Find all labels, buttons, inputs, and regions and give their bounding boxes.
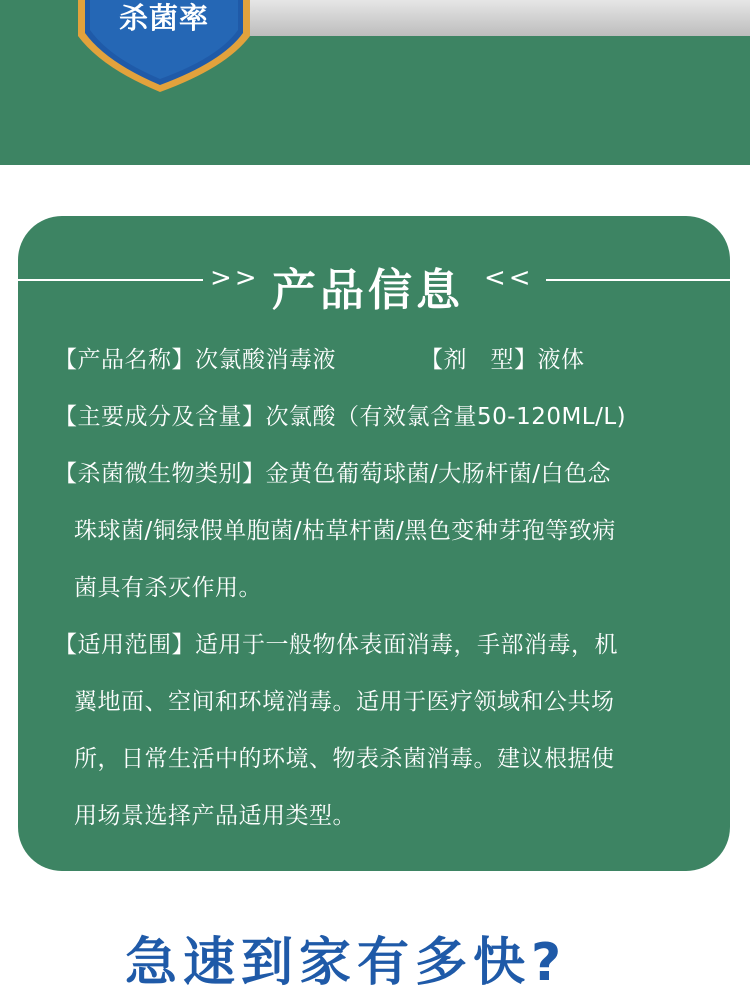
usage-line-2: 翼地面、空间和环境消毒。适用于医疗领域和公共场 bbox=[74, 689, 615, 715]
title-divider-right bbox=[546, 279, 730, 281]
product-info-header bbox=[0, 250, 750, 316]
product-info-title: 产品信息 bbox=[272, 265, 464, 316]
title-arrow-left: >> bbox=[210, 263, 260, 293]
dosage-form-line: 【剂 型】液体 bbox=[420, 347, 585, 373]
title-divider-left bbox=[18, 279, 203, 281]
sterilization-rate-badge bbox=[76, 0, 252, 96]
microbe-line-2: 珠球菌/铜绿假单胞菌/枯草杆菌/黑色变种芽孢等致病 bbox=[74, 518, 616, 544]
title-arrow-right: << bbox=[484, 263, 534, 293]
badge-text: 杀菌率 bbox=[118, 1, 209, 35]
delivery-speed-heading: 急速到家有多快? bbox=[125, 933, 568, 993]
usage-line-3: 所，日常生活中的环境、物表杀菌消毒。建议根据使 bbox=[74, 746, 615, 772]
grey-bar bbox=[200, 0, 750, 36]
product-name-line: 【产品名称】次氯酸消毒液 bbox=[54, 347, 336, 373]
usage-line-1: 【适用范围】适用于一般物体表面消毒，手部消毒，机 bbox=[54, 632, 618, 658]
ingredients-line: 【主要成分及含量】次氯酸（有效氯含量50-120ML/L) bbox=[54, 404, 627, 430]
microbe-line-1: 【杀菌微生物类别】金黄色葡萄球菌/大肠杆菌/白色念 bbox=[54, 461, 611, 487]
microbe-line-3: 菌具有杀灭作用。 bbox=[74, 575, 262, 601]
usage-line-4: 用场景选择产品适用类型。 bbox=[74, 803, 356, 829]
